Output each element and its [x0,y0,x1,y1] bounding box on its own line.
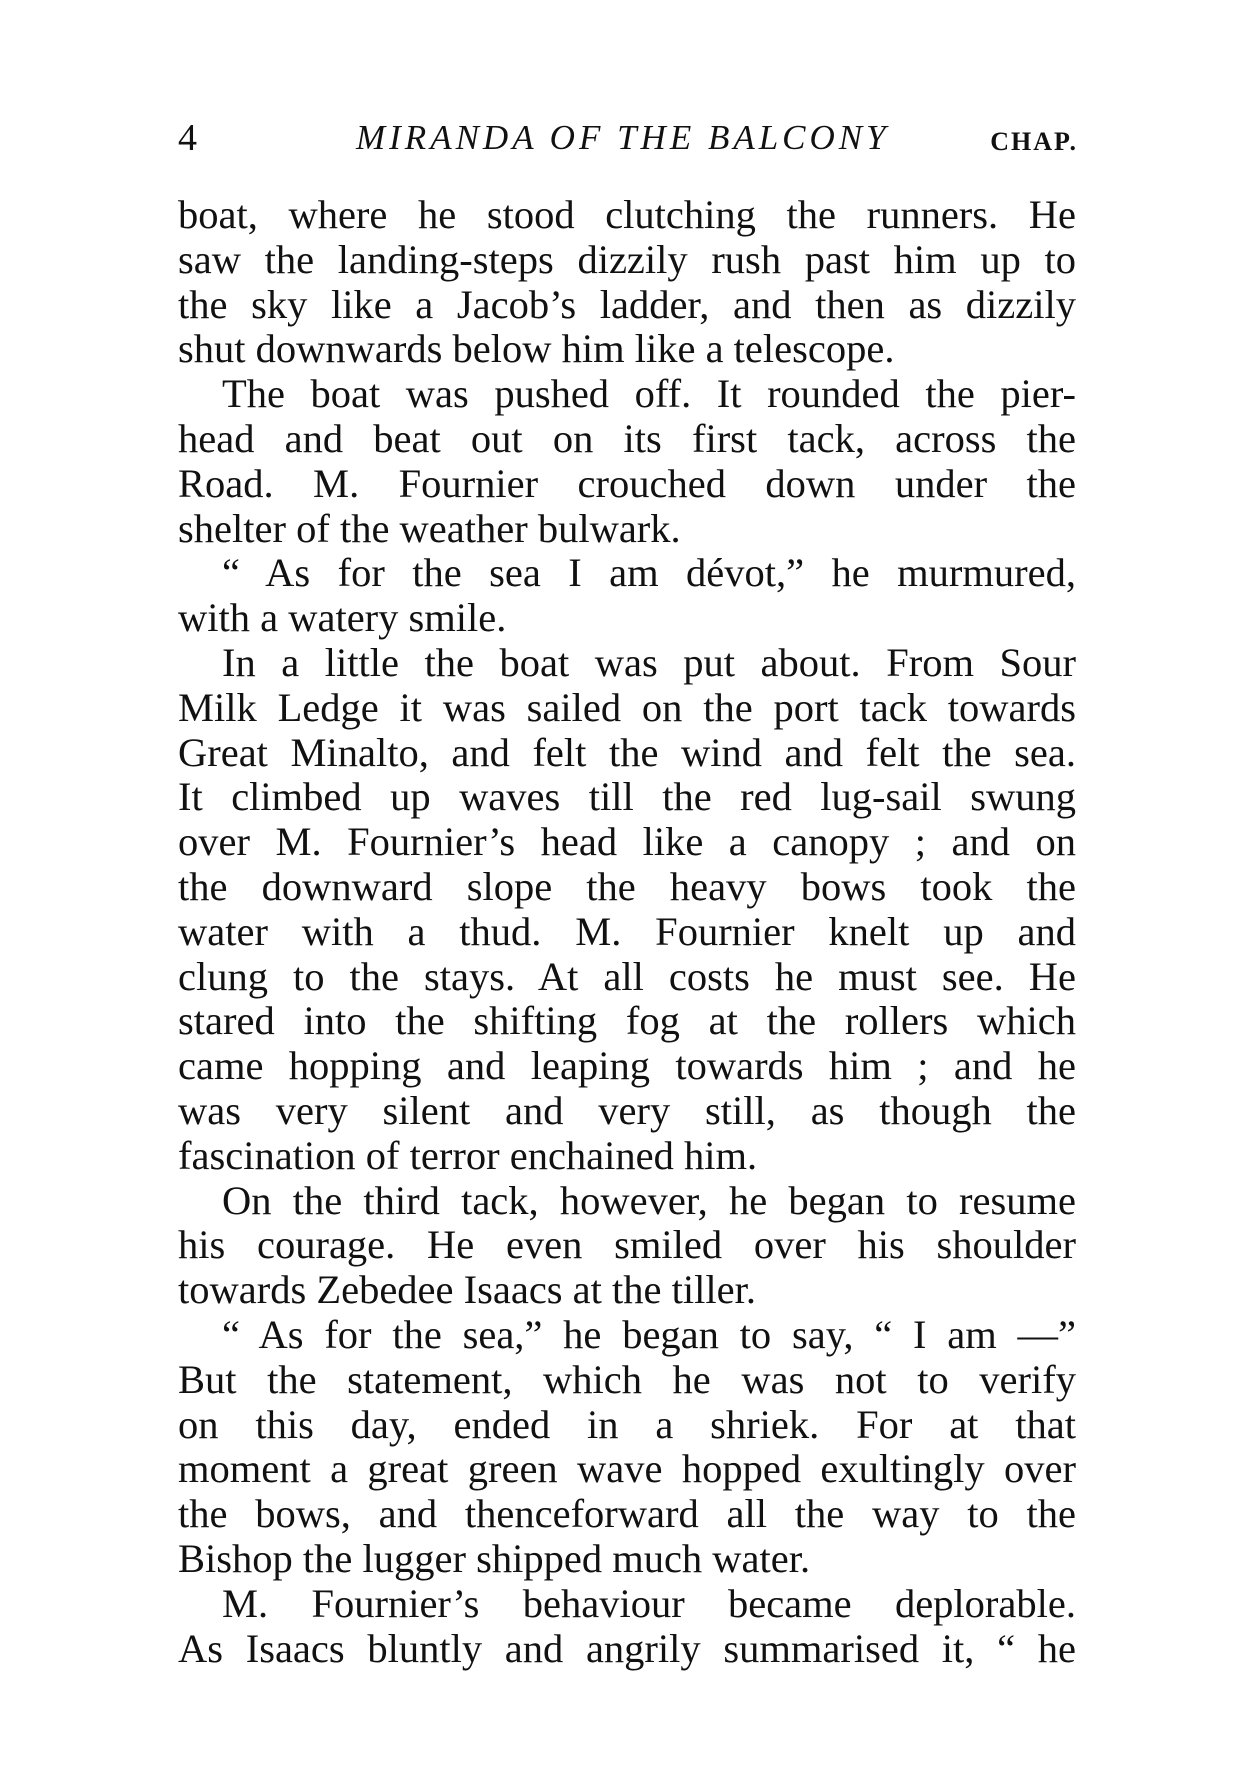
text-line: was very silent and very still, as though the [178,1088,1076,1133]
text-line: On the third tack, however, he began to resume [222,1178,1076,1223]
text-line: M. Fournier’s behaviour became deplorable. [222,1581,1076,1626]
text-line: clung to the stays. At all costs he must see. He [178,954,1076,999]
text-line: saw the landing-steps dizzily rush past him up to [178,237,1076,282]
text-line: over M. Fournier’s head like a canopy ; and on [178,820,1076,865]
text-line: shelter of the weather bulwark. [178,506,681,551]
text-line: shut downwards below him like a telescope. [178,327,895,372]
text-line: head and beat out on its first tack, across the [178,416,1076,461]
text-line: came hopping and leaping towards him ; and he [178,1044,1076,1089]
text-line: fascination of terror enchained him. [178,1133,758,1178]
text-line: on this day, ended in a shriek. For at that [178,1402,1076,1447]
text-line: But the statement, which he was not to verify [178,1357,1076,1402]
body-text [178,193,1076,1671]
text-line: In a little the boat was put about. From Sour [222,640,1076,685]
text-line: It climbed up waves till the red lug-sail swung [178,775,1076,820]
text-line: “ As for the sea I am dévot,” he murmured, [222,551,1076,596]
running-title: MIRANDA OF THE BALCONY [356,118,890,157]
text-line: “ As for the sea,” he began to say, “ I am —” [222,1312,1076,1357]
text-line: with a watery smile. [178,596,507,641]
text-line: his courage. He even smiled over his shoulder [178,1223,1076,1268]
page-number: 4 [178,117,197,159]
text-line: towards Zebedee Isaacs at the tiller. [178,1268,756,1313]
text-line: As Isaacs bluntly and angrily summarised it, “ he [178,1626,1076,1671]
text-line: The boat was pushed off. It rounded the pier- [222,372,1076,417]
text-line: boat, where he stood clutching the runners. He [178,193,1076,237]
text-line: Bishop the lugger shipped much water. [178,1536,811,1581]
text-line: Milk Ledge it was sailed on the port tack towards [178,685,1076,730]
chapter-label: CHAP. [990,127,1078,156]
text-line: Road. M. Fournier crouched down under the [178,461,1076,506]
text-line: stared into the shifting fog at the rollers which [178,999,1076,1044]
running-head [178,108,1078,168]
text-line: water with a thud. M. Fournier knelt up and [178,909,1076,954]
text-line: moment a great green wave hopped exultingly over [178,1447,1076,1492]
text-line: the sky like a Jacob’s ladder, and then as dizzily [178,282,1076,327]
text-line: Great Minalto, and felt the wind and felt the sea. [178,730,1076,775]
text-line: the bows, and thenceforward all the way to the [178,1492,1076,1537]
text-line: the downward slope the heavy bows took the [178,864,1076,909]
